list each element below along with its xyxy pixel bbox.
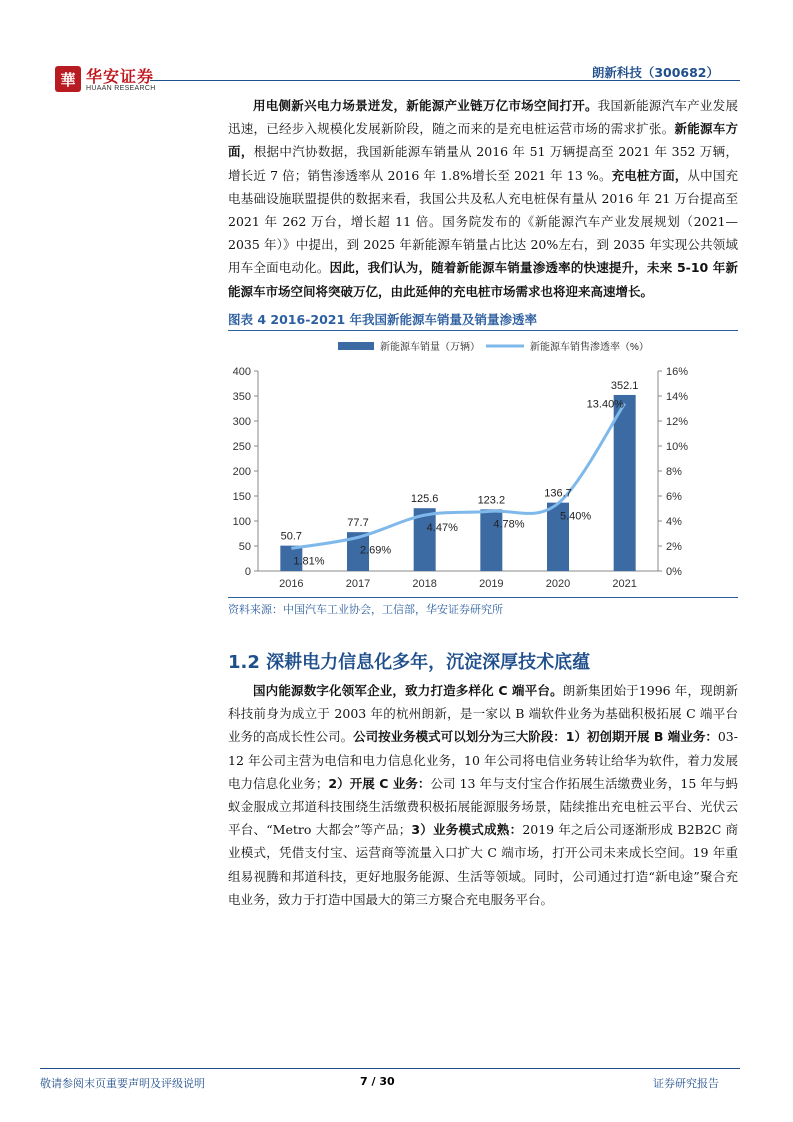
y-right-tick-label: 16% [666, 366, 689, 378]
chart-bottom-rule [228, 597, 738, 598]
para1-text-2: 根据中汽协数据，我国新能源车销量从 2016 年 51 万辆提高至 2021 年 352 万辆，增长近 7 倍；销售渗透率从 2016 年 1.8%增长至 2021 年 13 %。 [228, 144, 738, 183]
y-right-tick-label: 4% [666, 516, 682, 528]
page-number: 7 / 30 [360, 1075, 395, 1088]
para1-charger-heading: 充电桩方面， [611, 167, 688, 183]
y-left-tick-label: 200 [232, 466, 251, 478]
bar-value-label: 136.7 [544, 487, 572, 500]
chart-title: 图表 4 2016-2021 年我国新能源车销量及销量渗透率 [228, 312, 538, 327]
logo-english-name: HUAAN RESEARCH [86, 85, 156, 92]
legend-bar-swatch [338, 342, 374, 350]
para2-text-1: 朗新集团始于1996 年，现朗新科技前身为成立于 2003 年的杭州朗新，是一家以 B 端软件业务为基础积极拓展 C 端平台业务的高成长性公司。 [228, 683, 738, 745]
para2-text-4: 2019 年之后公司逐渐形成 B2B2C 商业模式，凭借支付宝、运营商等流量入口扩大 C 端市场，打开公司未来成长空间。19 年重组易视腾和邦道科技，更好地服务能源、生活等领域。同时，公司通过打造“新电途”聚合充电业务，致力于打造中国最大的第三方聚合充电服务平台。 [228, 822, 738, 907]
header-divider [150, 80, 740, 81]
chart-data-labels [281, 380, 639, 567]
y-right-tick-label: 6% [666, 491, 682, 503]
y-left-tick-label: 50 [238, 541, 251, 553]
rate-value-label: 5.40% [560, 510, 592, 523]
x-tick-label: 2018 [412, 578, 437, 590]
rate-value-label: 1.81% [293, 555, 325, 568]
para2-stage-2: 2）开展 C 业务： [328, 775, 431, 791]
footer-disclaimer: 敬请参阅末页重要声明及评级说明 [40, 1077, 205, 1090]
para2-stage-1: 公司按业务模式可以划分为三大阶段：1）初创期开展 B 端业务： [353, 729, 718, 745]
logo-chinese-name: 华安证券 [86, 67, 155, 86]
y-left-tick-label: 150 [232, 491, 251, 503]
penetration-rate-line [291, 404, 624, 549]
x-tick-label: 2020 [545, 578, 571, 590]
y-right-tick-label: 8% [666, 466, 682, 478]
y-left-tick-label: 400 [232, 366, 251, 378]
x-tick-label: 2017 [345, 578, 371, 590]
bar [614, 395, 636, 571]
bar-value-label: 77.7 [347, 517, 369, 530]
chart-top-rule [228, 330, 738, 331]
rate-value-label: 2.69% [360, 544, 392, 557]
y-left-tick-label: 250 [232, 441, 251, 453]
bar-value-label: 352.1 [610, 379, 639, 392]
y-left-tick-label: 100 [232, 516, 251, 528]
y-right-tick-label: 10% [666, 441, 689, 453]
para1-text-1: 我国新能源汽车产业发展迅速，已经步入规模化发展新阶段，随之而来的是充电桩运营市场的需求扩张。 [228, 98, 738, 137]
para2-text-2: 03-12 年公司主营为电信和电力信息化业务，10 年公司将电信业务转让给华为软件，着力发展电力信息化业务； [228, 729, 738, 791]
y-right-tick-label: 14% [666, 391, 689, 403]
company-ticker: 朗新科技（300682） [591, 65, 719, 80]
y-left-tick-label: 300 [232, 416, 251, 428]
para2-stage-3: 3）业务模式成熟： [411, 822, 523, 838]
paragraph-ev-market [228, 94, 738, 303]
para2-lead: 国内能源数字化领军企业，致力打造多样化 C 端平台。 [253, 683, 563, 698]
section-heading: 1.2 深耕电力信息化多年，沉淀深厚技术底蕴 [228, 652, 591, 673]
para1-ev-heading: 新能源车方面， [228, 121, 738, 160]
rate-value-label: 13.40% [586, 398, 624, 411]
chart-legend [338, 340, 649, 353]
bar-value-label: 123.2 [477, 494, 506, 507]
chart-source: 资料来源：中国汽车工业协会，工信部，华安证券研究所 [228, 603, 503, 616]
y-left-tick-label: 350 [232, 391, 251, 403]
para1-lead: 用电侧新兴电力场景迸发，新能源产业链万亿市场空间打开。 [253, 98, 598, 113]
chart-bars [280, 395, 635, 571]
paragraph-company-history [228, 679, 738, 911]
para1-conclusion: 因此，我们认为，随着新能源车销量渗透率的快速提升，未来 5-10 年新能源车市场空间将突破万亿，由此延伸的充电桩市场需求也将迎来高速增长。 [228, 260, 738, 299]
footer-divider [40, 1068, 740, 1069]
y-right-tick-label: 2% [666, 541, 682, 553]
para2-text-3: 公司 13 年与支付宝合作拓展生活缴费业务，15 年与蚂蚁金服成立邦道科技围绕生活缴费积极拓展能源服务场景，陆续推出充电桩云平台、光伏云平台、“Metro 大都会”等产品； [228, 775, 738, 838]
rate-value-label: 4.78% [493, 518, 525, 531]
y-right-tick-label: 12% [666, 416, 689, 428]
ev-sales-chart [228, 332, 738, 594]
legend-bar-label: 新能源车销量（万辆） [380, 342, 480, 353]
x-tick-label: 2016 [279, 578, 304, 590]
chart-line [291, 404, 624, 549]
footer-report-type: 证券研究报告 [653, 1077, 719, 1090]
bar-value-label: 125.6 [410, 493, 439, 506]
y-right-tick-label: 0% [666, 566, 682, 578]
rate-value-label: 4.47% [426, 522, 458, 535]
x-tick-label: 2019 [479, 578, 504, 590]
legend-line-label: 新能源车销售渗透率（%） [530, 342, 649, 353]
page-header [0, 0, 793, 100]
x-tick-label: 2021 [612, 578, 637, 590]
huaan-logo-icon: 華 [55, 66, 81, 92]
bar-value-label: 50.7 [280, 530, 303, 543]
para1-text-3: 从中国充电基础设施联盟提供的数据来看，我国公共及私人充电桩保有量从 2016 年 21 万台提高至 2021 年 262 万台，增长超 11 倍。国务院发布的《新能源汽车产业发展规划（2021—2035 年）》中提出，到 2025 年新能源车销量占比达 20%左右，到 2035 年实现公共领域用车全面电动化。 [228, 167, 738, 276]
y-left-tick-label: 0 [244, 566, 251, 578]
